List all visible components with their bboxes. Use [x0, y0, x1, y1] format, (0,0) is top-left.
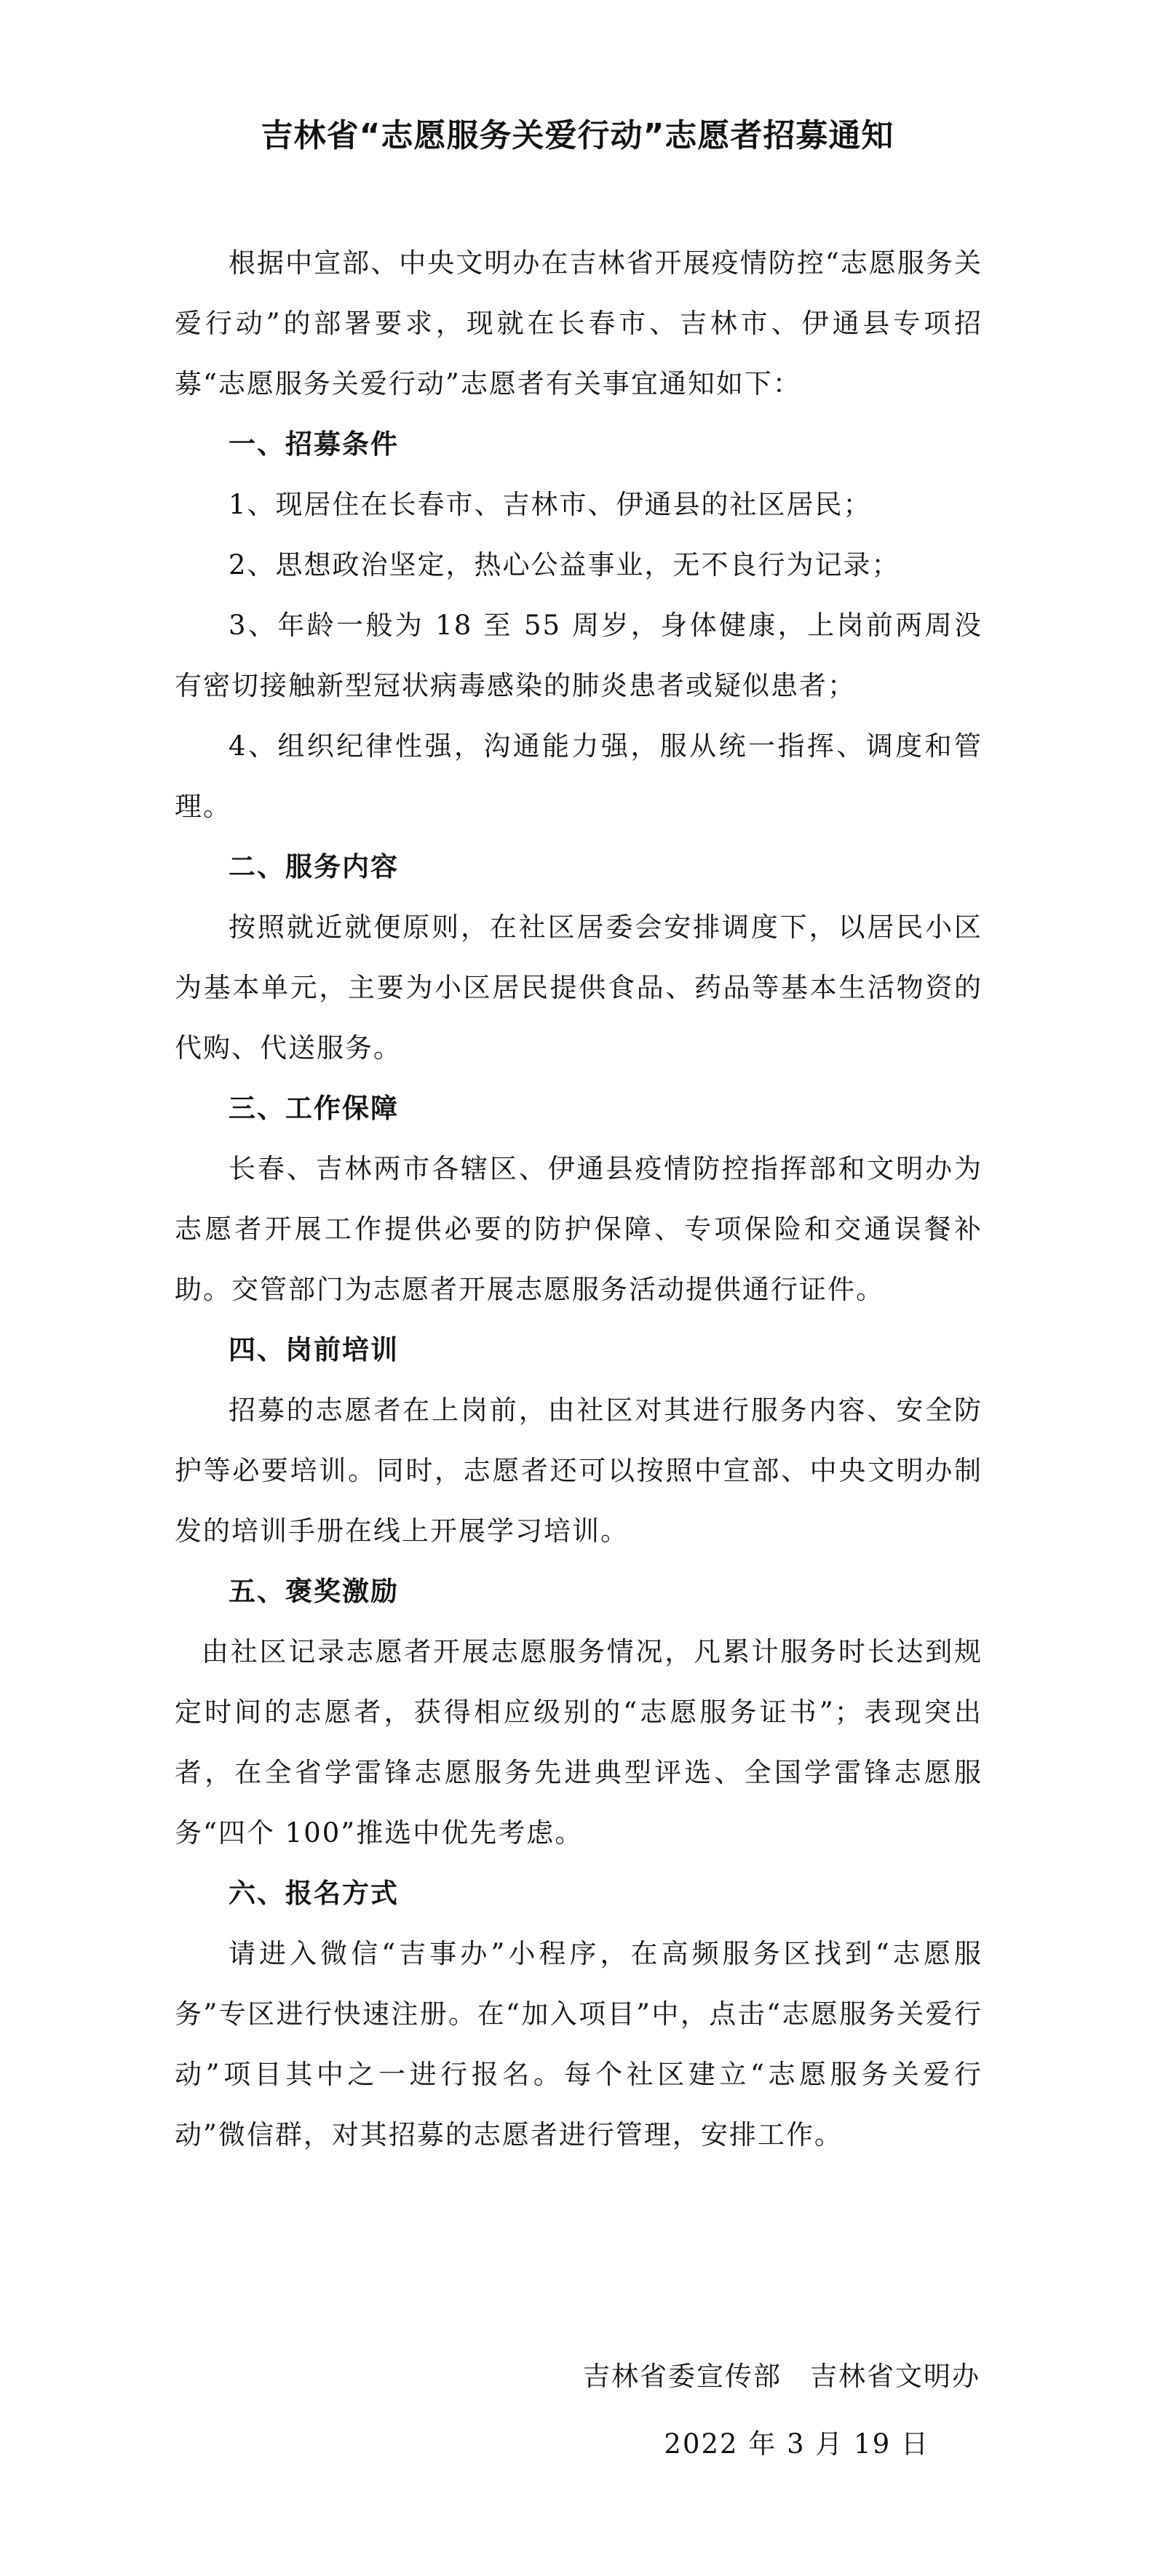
service-content-paragraph: 按照就近就便原则，在社区居委会安排调度下，以居民小区为基本单元，主要为小区居民提供食品、药品等基本生活物资的代购、代送服务。 — [175, 912, 983, 1064]
document-body — [175, 233, 983, 2165]
issuer-signoff: 吉林省委宣传部 吉林省文明办 — [583, 2361, 980, 2392]
condition-item: 4、组织纪律性强，沟通能力强，服从统一指挥、调度和管理。 — [175, 730, 983, 822]
training-paragraph: 招募的志愿者在上岗前，由社区对其进行服务内容、安全防护等必要培训。同时，志愿者还可以按照中宣部、中央文明办制发的培训手册在线上开展学习培训。 — [175, 1395, 983, 1547]
section-heading-work-guarantee: 三、工作保障 — [229, 1093, 399, 1124]
issue-date: 2022 年 3 月 19 日 — [664, 2428, 929, 2460]
intro-paragraph: 根据中宣部、中央文明办在吉林省开展疫情防控“志愿服务关爱行动”的部署要求，现就在长春市、吉林市、伊通县专项招募“志愿服务关爱行动”志愿者有关事宜通知如下： — [175, 247, 983, 399]
condition-item: 1、现居住在长春市、吉林市、伊通县的社区居民； — [229, 489, 872, 520]
rewards-paragraph: 由社区记录志愿者开展志愿服务情况，凡累计服务时长达到规定时间的志愿者，获得相应级别的“志愿服务证书”；表现突出者，在全省学雷锋志愿服务先进典型评选、全国学雷锋志愿服务“四个 100”推选中优先考虑。 — [175, 1636, 983, 1849]
registration-paragraph: 请进入微信“吉事办”小程序，在高频服务区找到“志愿服务”专区进行快速注册。在“加入项目”中，点击“志愿服务关爱行动”项目其中之一进行报名。每个社区建立“志愿服务关爱行动”微信群，对其招募的志愿者进行管理，安排工作。 — [175, 1938, 983, 2150]
condition-item: 2、思想政治坚定，热心公益事业，无不良行为记录； — [229, 549, 900, 581]
section-heading-registration: 六、报名方式 — [229, 1878, 399, 1909]
section-heading-pre-job-training: 四、岗前培训 — [229, 1334, 399, 1365]
section-heading-recruitment-conditions: 一、招募条件 — [229, 428, 399, 460]
condition-item: 3、年龄一般为 18 至 55 周岁，身体健康，上岗前两周没有密切接触新型冠状病毒感染的肺炎患者或疑似患者； — [175, 610, 983, 701]
section-heading-rewards: 五、褒奖激励 — [229, 1576, 399, 1607]
section-heading-service-content: 二、服务内容 — [229, 851, 399, 882]
work-guarantee-paragraph: 长春、吉林两市各辖区、伊通县疫情防控指挥部和文明办为志愿者开展工作提供必要的防护保障、专项保险和交通误餐补助。交管部门为志愿者开展志愿服务活动提供通行证件。 — [175, 1153, 983, 1305]
document-title: 吉林省“志愿服务关爱行动”志愿者招募通知 — [261, 117, 894, 154]
